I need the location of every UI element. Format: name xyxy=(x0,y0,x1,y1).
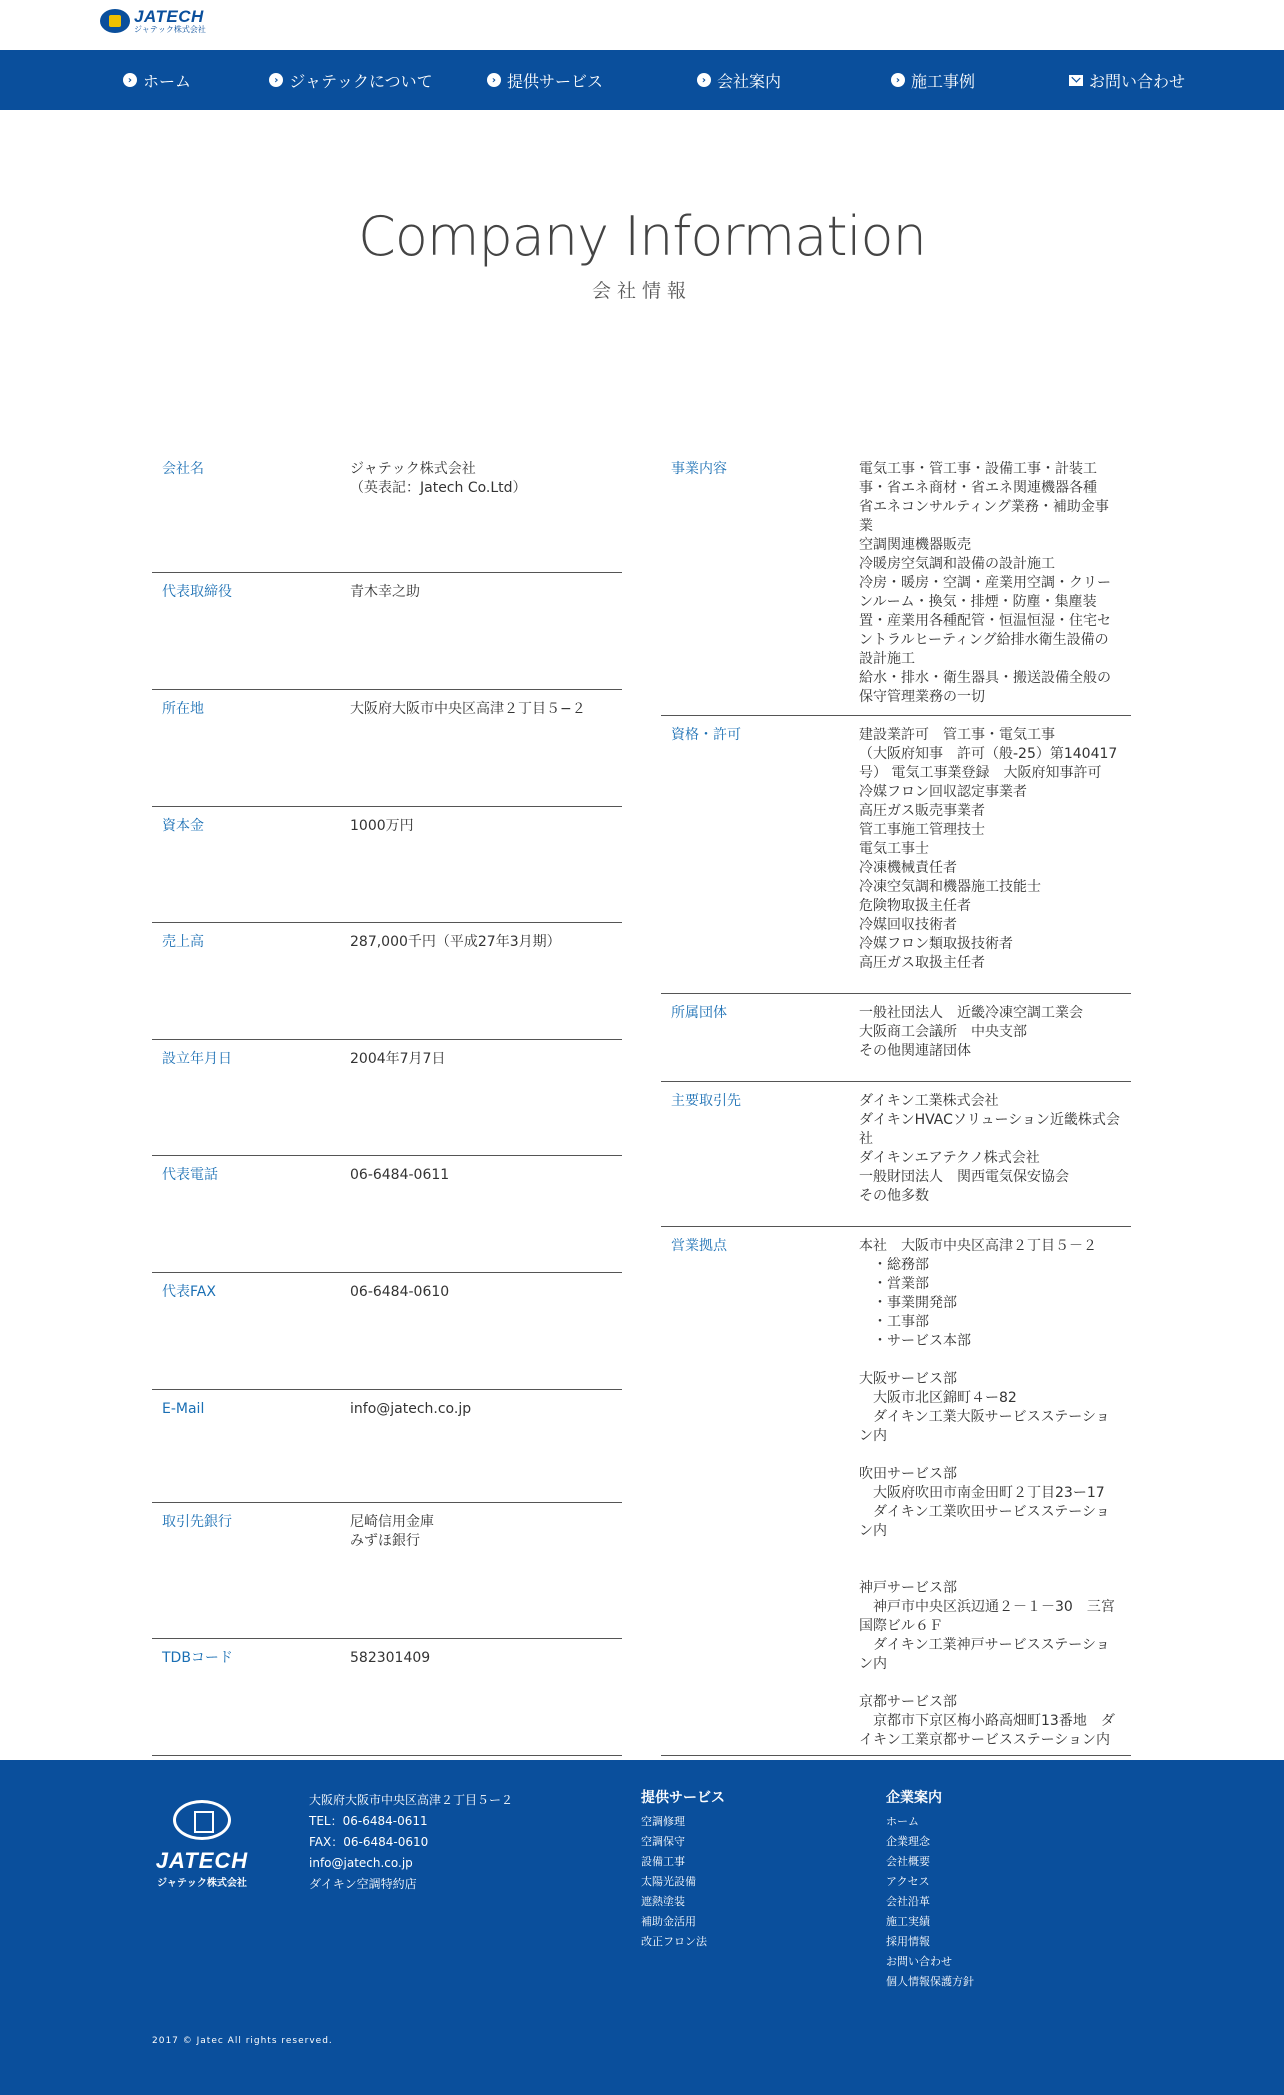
row-label: 営業拠点 xyxy=(671,1238,727,1254)
chevron-right-icon: › xyxy=(487,73,501,87)
footer-logo[interactable] xyxy=(152,1800,252,1889)
footer-dealer: ダイキン空調特約店 xyxy=(309,1877,417,1891)
main-content xyxy=(0,205,1284,1748)
row-label: 設立年月日 xyxy=(162,1051,232,1067)
row-label: 売上高 xyxy=(162,934,204,950)
row-value: 1000万円 xyxy=(350,818,414,834)
footer-link[interactable]: お問い合わせ xyxy=(886,1955,952,1968)
row-label: 所属団体 xyxy=(671,1005,727,1021)
row-label: 代表取締役 xyxy=(162,584,232,600)
row-value[interactable]: info@jatech.co.jp xyxy=(350,1401,472,1417)
table-row xyxy=(661,450,1131,716)
footer-link[interactable]: 改正フロン法 xyxy=(641,1935,707,1948)
footer-link[interactable]: 個人情報保護方針 xyxy=(886,1975,974,1988)
footer-link[interactable]: 遮熱塗装 xyxy=(641,1895,685,1908)
row-value: 青木幸之助 xyxy=(350,584,420,600)
footer-email[interactable]: info@jatech.co.jp xyxy=(309,1856,413,1870)
footer-services-menu xyxy=(641,1788,725,1952)
footer-link[interactable]: 会社概要 xyxy=(886,1855,930,1868)
nav-label: お問い合わせ xyxy=(1088,71,1185,91)
top-header xyxy=(0,0,1284,50)
row-value: 電気工事・管工事・設備工事・計装工 事・省エネ商材・省エネ関連機器各種 省エネコンサルティング業務・補助金事 業 空調関連機器販売 冷暖房空気調和設備の設計施工 冷房・暖房・空調・産業用空調・クリー ンルーム・換気・排煙・防塵・集塵装 置・産業用各種配管・恒温恒湿・住宅セ ントラルヒーティング給排水衛生設備の 設計施工 給水・排水・衛生器具・搬送設備全般の 保守管理業務の一切 xyxy=(859,461,1111,705)
row-label: 代表FAX xyxy=(162,1284,216,1300)
table-row xyxy=(661,994,1131,1082)
page-title-en: Company Information xyxy=(358,205,926,268)
row-value: 06-6484-0611 xyxy=(350,1167,450,1183)
table-row xyxy=(152,1639,622,1756)
nav-label: ホーム xyxy=(142,71,191,91)
row-label: 取引先銀行 xyxy=(162,1514,232,1530)
nav-item-works[interactable] xyxy=(836,69,1030,92)
main-nav xyxy=(0,50,1284,110)
footer-link[interactable]: 企業理念 xyxy=(886,1835,930,1848)
logo-text-en: JATECH xyxy=(134,7,204,26)
footer-link[interactable]: 会社沿革 xyxy=(886,1895,930,1908)
row-label: E-Mail xyxy=(162,1401,205,1417)
footer-link[interactable]: ホーム xyxy=(886,1815,919,1828)
info-table-right xyxy=(661,450,1131,1756)
row-value: 建設業許可 管工事・電気工事 （大阪府知事 許可（般-25）第140417 号） 電気工事業登録 大阪府知事許可 冷媒フロン回収認定事業者 高圧ガス販売事業者 管工事施工管理技士 電気工事士 冷凍機械責任者 冷凍空気調和機器施工技能士 危険物取扱主任者 冷媒回収技術者 冷媒フロン類取扱技術者 高圧ガス取扱主任者 xyxy=(859,727,1118,971)
site-footer xyxy=(0,1760,1284,2095)
nav-label: 施工事例 xyxy=(910,71,975,91)
chevron-right-icon: › xyxy=(269,73,283,87)
footer-services-title[interactable]: 提供サービス xyxy=(641,1790,725,1806)
logo-icon xyxy=(100,9,130,33)
row-value: 大阪府大阪市中央区高津２丁目５−２ xyxy=(350,701,586,717)
row-label: 所在地 xyxy=(162,701,204,717)
footer-link[interactable]: 施工実績 xyxy=(886,1915,930,1928)
mail-icon xyxy=(1069,75,1083,86)
footer-contact-info xyxy=(309,1790,513,1895)
nav-item-home[interactable] xyxy=(60,69,254,92)
site-logo[interactable] xyxy=(100,8,206,34)
table-row xyxy=(152,1390,622,1503)
copyright: 2017 © Jatec All rights reserved. xyxy=(152,2036,333,2046)
chevron-right-icon: › xyxy=(697,73,711,87)
logo-text-ja: ジャテック株式会社 xyxy=(134,25,206,34)
footer-address: 大阪府大阪市中央区高津２丁目５ー２ xyxy=(309,1793,514,1807)
footer-company-title[interactable]: 企業案内 xyxy=(886,1790,942,1806)
footer-fax: FAX：06-6484-0610 xyxy=(309,1835,429,1849)
logo-icon xyxy=(173,1800,231,1840)
row-value: ダイキン工業株式会社 ダイキンHVACソリューション近畿株式会 社 ダイキンエアテクノ株式会社 一般財団法人 関西電気保安協会 その他多数 xyxy=(859,1093,1120,1204)
chevron-right-icon: › xyxy=(891,73,905,87)
table-row xyxy=(152,1156,622,1273)
row-label: 資本金 xyxy=(162,818,204,834)
table-row xyxy=(152,1273,622,1390)
nav-item-services[interactable] xyxy=(448,69,642,92)
table-row xyxy=(152,450,622,573)
footer-link[interactable]: 空調修理 xyxy=(641,1815,685,1828)
row-value: 287,000千円（平成27年3月期） xyxy=(350,934,561,950)
table-row xyxy=(152,1040,622,1156)
nav-label: 提供サービス xyxy=(506,71,603,91)
footer-logo-en: JATECH xyxy=(155,1848,249,1873)
table-row xyxy=(661,716,1131,994)
row-label: 代表電話 xyxy=(162,1167,218,1183)
nav-item-about[interactable] xyxy=(254,69,448,92)
row-label: TDBコード xyxy=(162,1650,233,1666)
row-label: 会社名 xyxy=(162,461,204,477)
footer-tel: TEL：06-6484-0611 xyxy=(309,1814,428,1828)
row-value: 2004年7月7日 xyxy=(350,1051,446,1067)
table-row xyxy=(152,573,622,690)
table-row xyxy=(661,1227,1131,1756)
table-row xyxy=(152,690,622,807)
chevron-right-icon: › xyxy=(123,73,137,87)
row-label: 主要取引先 xyxy=(671,1093,741,1109)
row-value: 582301409 xyxy=(350,1650,431,1666)
nav-item-contact[interactable] xyxy=(1030,69,1224,92)
page-title-ja: 会社情報 xyxy=(591,280,692,302)
footer-logo-ja: ジャテック株式会社 xyxy=(157,1878,247,1889)
row-value: 一般社団法人 近畿冷凍空調工業会 大阪商工会議所 中央支部 その他関連諸団体 xyxy=(859,1005,1083,1059)
row-value: 本社 大阪市中央区高津２丁目５－２ ・総務部 ・営業部 ・事業開発部 ・工事部 ・サービス本部 大阪サービス部 大阪市北区錦町４ー82 ダイキン工業大阪サービスステーショ ン内 吹田サービス部 大阪府吹田市南金田町２丁目23ー17 ダイキン工業吹田サービスステーショ ン内 神戸サービス部 神戸市中央区浜辺通２－１－30 三宮 国際ビル６Ｆ ダイキン工業神戸サービスステーショ ン内 京都サービス部 京都市下京区梅小路高畑町13番地 ダ イキン工業京都サービスステーション内 xyxy=(859,1238,1115,1748)
row-label: 事業内容 xyxy=(671,461,727,477)
row-value: 06-6484-0610 xyxy=(350,1284,450,1300)
table-row xyxy=(152,1503,622,1639)
footer-link[interactable]: アクセス xyxy=(886,1875,930,1888)
table-row xyxy=(661,1082,1131,1227)
info-table-left xyxy=(152,450,622,1756)
row-value: ジャテック株式会社 （英表記：Jatech Co.Ltd） xyxy=(350,461,527,496)
nav-item-company[interactable] xyxy=(642,69,836,92)
footer-link[interactable]: 太陽光設備 xyxy=(641,1875,696,1888)
table-row xyxy=(152,807,622,923)
nav-label: 会社案内 xyxy=(716,71,781,91)
footer-link[interactable]: 空調保守 xyxy=(641,1835,685,1848)
footer-company-menu xyxy=(886,1788,974,1992)
row-label: 資格・許可 xyxy=(671,727,741,743)
footer-link[interactable]: 採用情報 xyxy=(886,1935,930,1948)
nav-label: ジャテックについて xyxy=(289,71,433,91)
page-title xyxy=(0,205,1284,303)
row-value: 尼崎信用金庫 みずほ銀行 xyxy=(350,1514,434,1549)
footer-link[interactable]: 設備工事 xyxy=(641,1855,685,1868)
footer-link[interactable]: 補助金活用 xyxy=(641,1915,696,1928)
table-row xyxy=(152,923,622,1040)
